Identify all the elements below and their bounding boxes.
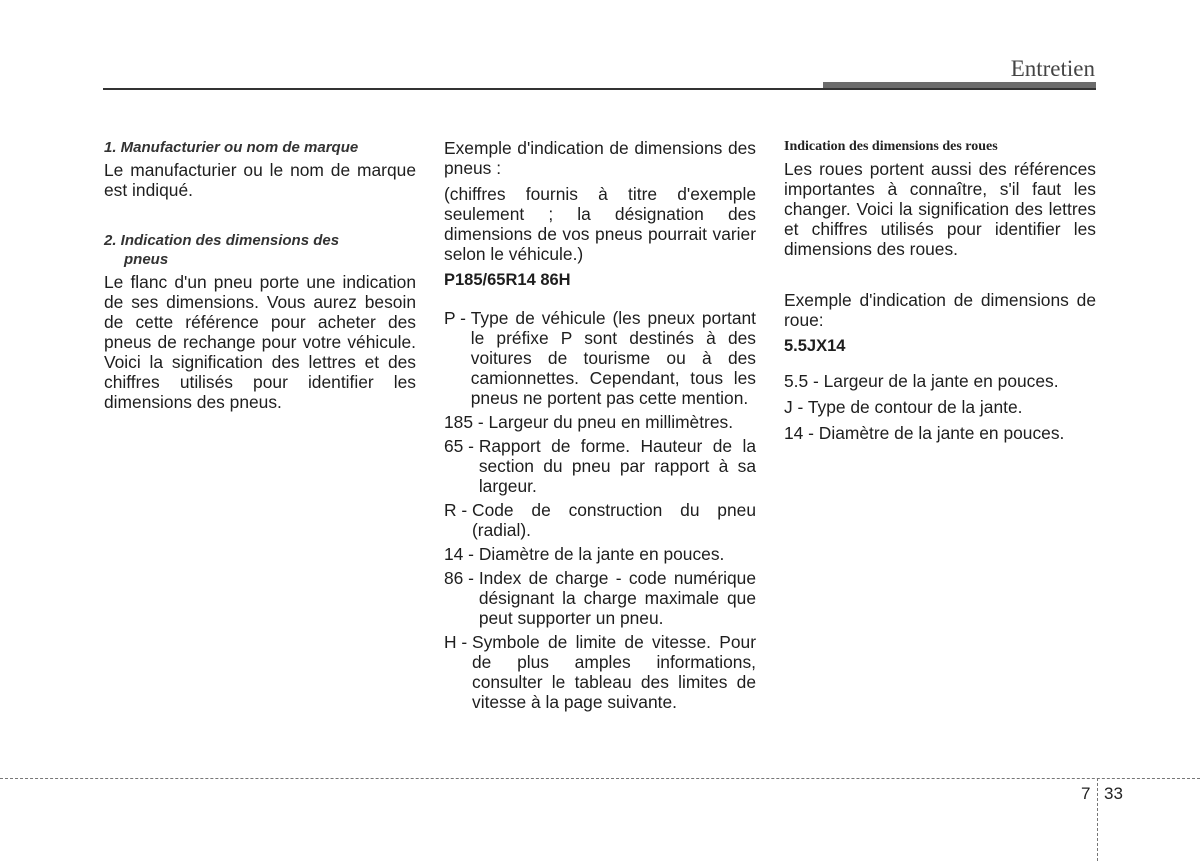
list-item-text: Largeur du pneu en millimètres. — [488, 412, 734, 432]
list-item — [444, 436, 756, 496]
column-1 — [104, 138, 416, 412]
subheading-manufacturer: 1. Manufacturier ou nom de marque — [104, 139, 359, 156]
list-item — [444, 308, 756, 408]
paragraph-tire-example-intro: Exemple d'indication de dimensions des pneus : — [444, 138, 756, 178]
list-item-key: R - — [444, 500, 473, 520]
list-item-key: H - — [444, 632, 473, 652]
wheel-item-diameter: 14 - Diamètre de la jante en pouces. — [784, 423, 1065, 443]
paragraph-wheel-example-intro: Exemple d'indication de dimensions de roue: — [784, 290, 1096, 330]
header-rule — [103, 88, 1096, 90]
column-3 — [784, 138, 1096, 443]
wheel-item-width: 5.5 - Largeur de la jante en pouces. — [784, 371, 1059, 391]
tire-code-list — [444, 308, 756, 712]
chapter-number: 7 — [1081, 784, 1091, 803]
paragraph-tire-example-note: (chiffres fournis à titre d'exemple seulement ; la désignation des dimensions de vos pneus pourrait varier selon le véhicule.) — [444, 184, 756, 264]
list-item — [444, 568, 756, 628]
list-item-key: P - — [444, 308, 471, 328]
page-number: 33 — [1104, 784, 1123, 803]
paragraph-manufacturer: Le manufacturier ou le nom de marque est indiqué. — [104, 160, 416, 200]
footer-dashed-divider — [1097, 778, 1098, 861]
list-item — [444, 412, 756, 432]
subheading-tire-dimensions — [104, 231, 416, 269]
footer-dashed-rule — [0, 778, 1200, 779]
list-item — [444, 500, 756, 540]
subheading-tire-dimensions-line1: 2. Indication des dimensions des — [104, 232, 340, 249]
paragraph-wheel-dimensions: Les roues portent aussi des références importantes à connaître, s'il faut les changer. Voici la signification des lettres et chiffres utilisés pour identifier les dimensions des roues. — [784, 159, 1096, 259]
wheel-size-code: 5.5JX14 — [784, 337, 846, 355]
list-item-key: 14 - — [444, 544, 479, 564]
list-item — [444, 544, 756, 564]
paragraph-tire-dimensions: Le flanc d'un pneu porte une indication de ses dimensions. Vous aurez besoin de cette référence pour acheter des pneus de rechange pour votre véhicule. Voici la signification des lettres et des chiffres utilisés pour identifier les dimensions des pneus. — [104, 272, 416, 412]
list-item — [444, 632, 756, 712]
subheading-tire-dimensions-line2: pneus — [124, 251, 169, 268]
subheading-wheel-dimensions: Indication des dimensions des roues — [784, 139, 998, 154]
list-item-text: Type de véhicule (les pneux portant le préfixe P sont destinés à des voitures de tourisme ou à des camionnettes. Cependant, tous les pneus ne portent pas cette mention. — [470, 308, 756, 408]
wheel-item-contour: J - Type de contour de la jante. — [784, 397, 1023, 417]
list-item-key: 65 - — [444, 436, 479, 456]
list-item-key: 86 - — [444, 568, 479, 588]
list-item-text: Symbole de limite de vitesse. Pour de plus amples informations, consulter le tableau des limites de vitesse à la page suivante. — [472, 632, 756, 712]
tire-size-code: P185/65R14 86H — [444, 271, 571, 289]
list-item-key: 185 - — [444, 412, 489, 432]
column-2 — [444, 138, 756, 712]
list-item-text: Code de construction du pneu (radial). — [472, 500, 756, 540]
list-item-text: Rapport de forme. Hauteur de la section du pneu par rapport à sa largeur. — [478, 436, 756, 496]
list-item-text: Diamètre de la jante en pouces. — [478, 544, 725, 564]
section-title: Entretien — [1010, 56, 1095, 81]
list-item-text: Index de charge - code numérique désignant la charge maximale que peut supporter un pneu. — [478, 568, 756, 628]
